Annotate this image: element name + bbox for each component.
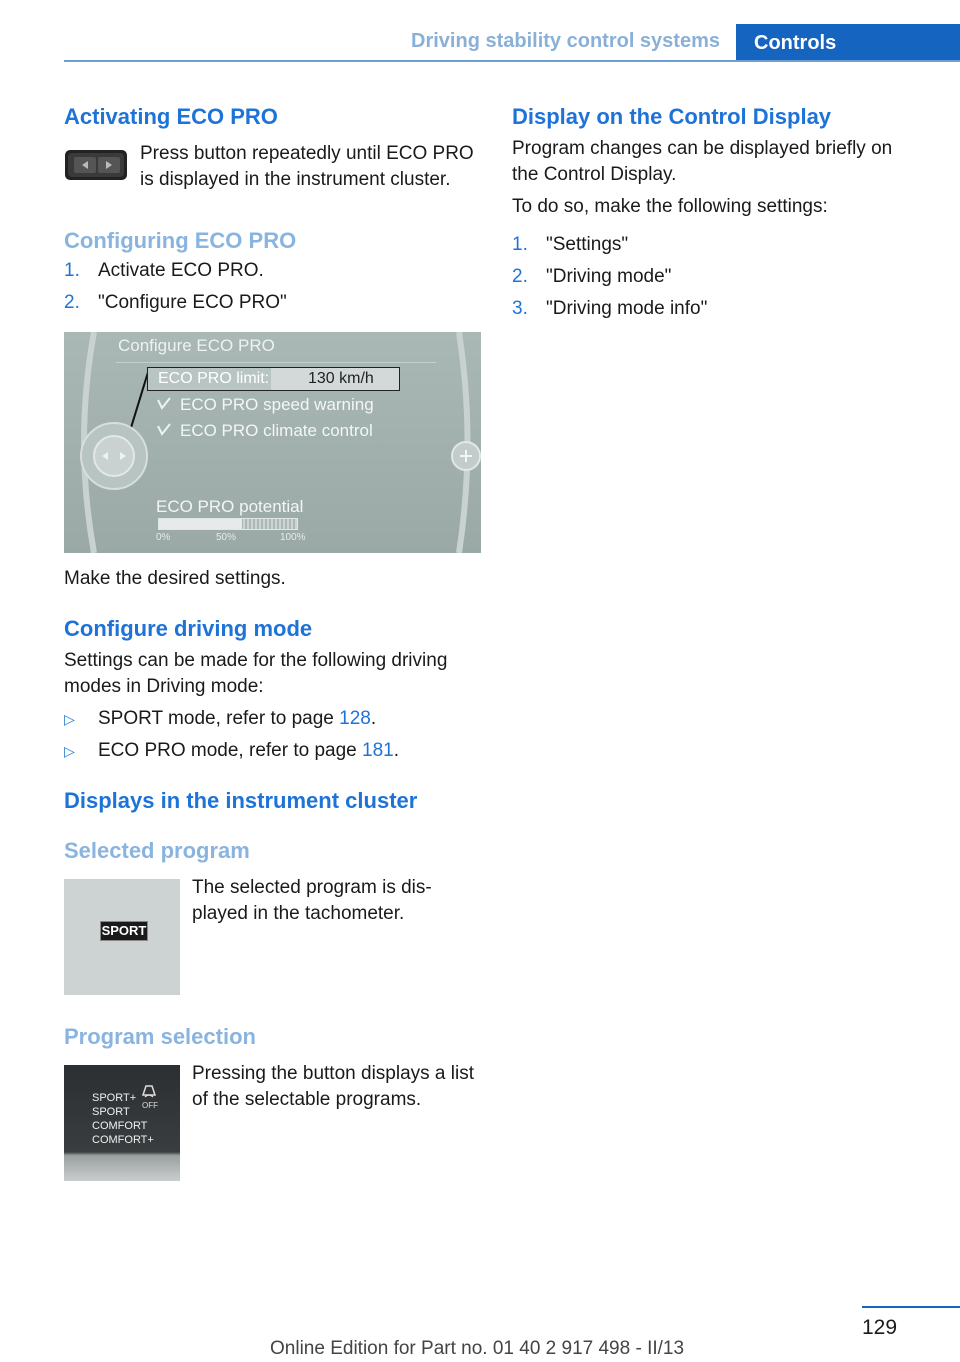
footer-rule	[862, 1306, 960, 1308]
selected-program-text: The selected program is dis‐ played in the tachometer.	[192, 877, 432, 924]
driving-mode-text: Settings can be made for the following driving modes in Driving mode:	[64, 650, 448, 697]
step-number: 2.	[512, 266, 528, 287]
screen-potential-label: ECO PRO potential	[156, 497, 304, 516]
screen-potential-bar	[158, 518, 298, 530]
heading-display-control-display: Display on the Control Display	[512, 104, 832, 129]
driving-mode-item-sport	[64, 706, 376, 732]
header-section-title: Driving stability control systems	[411, 30, 720, 52]
page-link-128[interactable]: 128	[339, 708, 371, 729]
screen-option-climate-control: ECO PRO climate control	[180, 421, 373, 440]
heading-program-selection: Program selection	[64, 1024, 256, 1049]
item-end: .	[393, 740, 399, 761]
make-settings-text: Make the desired settings.	[64, 568, 286, 589]
right-step-3	[512, 296, 707, 322]
scale-label-0: 0%	[156, 532, 171, 543]
configure-eco-pro-screen	[64, 332, 481, 553]
item-text: ECO PRO mode, refer to page	[98, 740, 363, 761]
page-number: 129	[862, 1316, 898, 1339]
program-item: COMFORT	[92, 1120, 148, 1132]
step-number: 1.	[512, 234, 528, 255]
control-display-p1: Program changes can be displayed briefly on the Control Display.	[512, 138, 893, 185]
header-tab-controls: Controls	[736, 24, 960, 62]
triangle-bullet-icon: ▷	[64, 711, 75, 727]
item-text: SPORT mode, refer to page	[98, 708, 340, 729]
step-text: "Settings"	[546, 234, 629, 255]
eco-pro-button-icon	[64, 148, 128, 182]
screen-title: Configure ECO PRO	[118, 336, 275, 355]
screen-potential-fill	[159, 519, 242, 529]
heading-configure-driving-mode: Configure driving mode	[64, 616, 313, 641]
program-selection-image	[64, 1065, 180, 1181]
right-step-1	[512, 232, 628, 258]
control-display-p2: To do so, make the following settings:	[512, 196, 828, 217]
step-text: "Driving mode info"	[546, 298, 708, 319]
activating-text: Press button repeatedly until ECO PRO is displayed in the instrument cluster.	[140, 143, 474, 190]
program-item: COMFORT+	[92, 1134, 154, 1146]
config-step-1	[64, 258, 264, 284]
header-rule	[64, 60, 960, 62]
driving-mode-item-eco-pro	[64, 738, 399, 764]
right-step-2	[512, 264, 671, 290]
scale-label-100: 100%	[280, 532, 306, 543]
step-number: 3.	[512, 298, 528, 319]
screen-limit-value: 130 km/h	[308, 370, 374, 387]
triangle-bullet-icon: ▷	[64, 743, 75, 759]
heading-configuring-eco-pro: Configuring ECO PRO	[64, 228, 297, 253]
program-item: SPORT	[92, 1106, 130, 1118]
step-number: 2.	[64, 292, 80, 313]
screen-option-speed-warning: ECO PRO speed warning	[180, 395, 374, 414]
footer-edition: Online Edition for Part no. 01 40 2 917 498 - II/13	[270, 1338, 685, 1359]
program-item: SPORT+	[92, 1092, 137, 1104]
screen-limit-label: ECO PRO limit:	[158, 370, 270, 387]
item-end: .	[370, 708, 377, 729]
sport-badge: SPORT	[100, 921, 148, 941]
page-link-181[interactable]: 181	[362, 740, 394, 761]
step-text: "Configure ECO PRO"	[98, 292, 287, 313]
step-text: Activate ECO PRO.	[98, 260, 264, 281]
selected-program-image	[64, 879, 180, 995]
step-number: 1.	[64, 260, 80, 281]
heading-selected-program: Selected program	[64, 838, 250, 863]
heading-activating-eco-pro: Activating ECO PRO	[64, 104, 278, 129]
config-step-2	[64, 290, 287, 316]
step-text: "Driving mode"	[546, 266, 672, 287]
heading-displays-instrument-cluster: Displays in the instrument cluster	[64, 788, 418, 813]
off-label: OFF	[142, 1101, 158, 1110]
program-selection-text: Pressing the button displays a list of the selectable programs.	[192, 1063, 474, 1110]
scale-label-50: 50%	[216, 532, 237, 543]
